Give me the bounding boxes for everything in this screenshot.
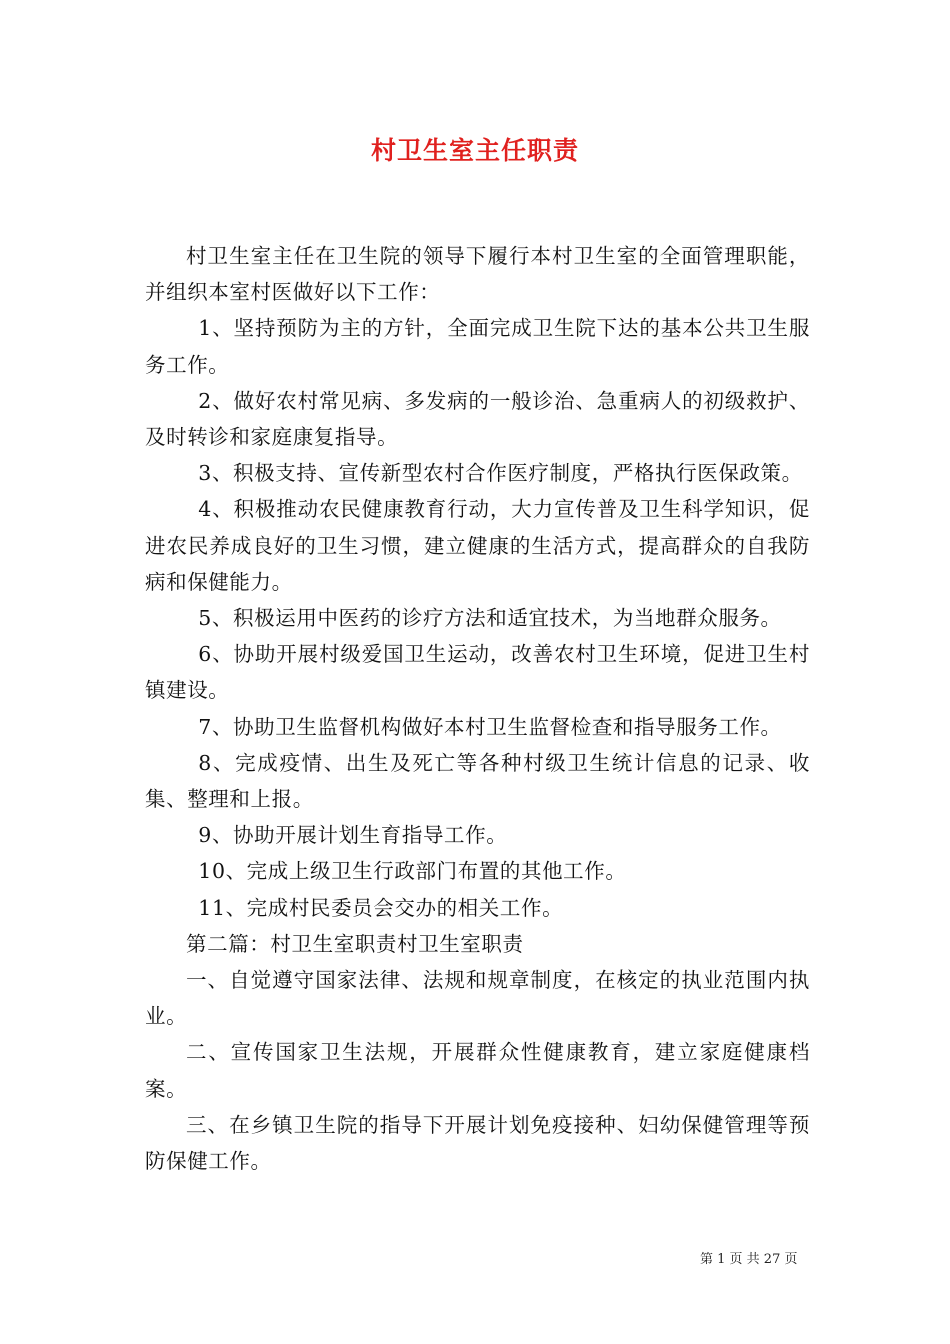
page-number-footer: 第 1 页 共 27 页: [700, 1252, 798, 1267]
duty-item-10: 10、完成上级卫生行政部门布置的其他工作。: [198, 859, 627, 884]
duty-item-9: 9、协助开展计划生育指导工作。: [198, 823, 508, 848]
clinic-duty-3: 三、在乡镇卫生院的指导下开展计划免疫接种、妇幼保健管理等预防保健工作。: [145, 1112, 810, 1174]
section-heading: 第二篇：村卫生室职责村卫生室职责: [186, 931, 524, 956]
document-body: [145, 238, 810, 1179]
duty-item-1: 1、坚持预防为主的方针，全面完成卫生院下达的基本公共卫生服务工作。: [145, 316, 810, 377]
clinic-duty-2: 二、宣传国家卫生法规，开展群众性健康教育，建立家庭健康档案。: [145, 1040, 810, 1101]
duty-item-6: 6、协助开展村级爱国卫生运动，改善农村卫生环境，促进卫生村镇建设。: [145, 642, 810, 703]
duty-item-2: 2、做好农村常见病、多发病的一般诊治、急重病人的初级救护、及时转诊和家庭康复指导。: [145, 388, 810, 450]
duty-item-3: 3、积极支持、宣传新型农村合作医疗制度，严格执行医保政策。: [198, 461, 803, 486]
duty-item-8: 8、完成疫情、出生及死亡等各种村级卫生统计信息的记录、收集、整理和上报。: [145, 750, 810, 812]
duty-item-5: 5、积极运用中医药的诊疗方法和适宜技术，为当地群众服务。: [198, 606, 782, 631]
duty-item-7: 7、协助卫生监督机构做好本村卫生监督检查和指导服务工作。: [198, 714, 782, 739]
duty-item-4: 4、积极推动农民健康教育行动，大力宣传普及卫生科学知识，促进农民养成良好的卫生习惯，建立健康的生活方式，提高群众的自我防病和保健能力。: [145, 497, 810, 594]
intro-paragraph: 村卫生室主任在卫生院的领导下履行本村卫生室的全面管理职能，并组织本室村医做好以下工作：: [145, 244, 810, 305]
document-title: 村卫生室主任职责: [370, 136, 579, 165]
duty-item-11: 11、完成村民委员会交办的相关工作。: [198, 895, 564, 920]
clinic-duty-1: 一、自觉遵守国家法律、法规和规章制度，在核定的执业范围内执业。: [145, 968, 810, 1029]
